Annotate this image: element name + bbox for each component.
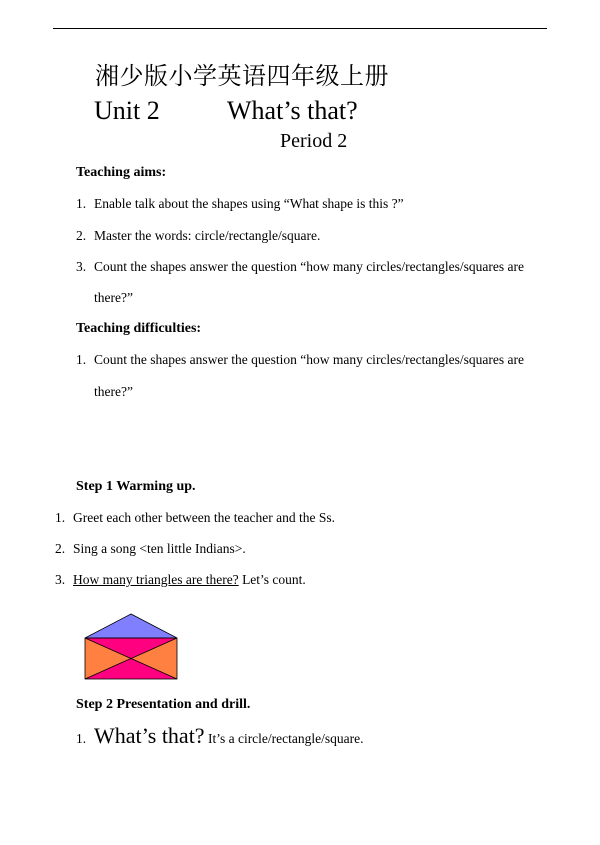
- step1-2-num: 2.: [55, 541, 66, 556]
- aim-1-num: 1.: [76, 196, 87, 211]
- step2-heading: Step 2 Presentation and drill.: [76, 697, 251, 712]
- step1-3-num: 3.: [55, 572, 66, 587]
- step2-item-1: [76, 723, 364, 749]
- difficulty-1-text: Count the shapes answer the question “how many circles/rectangles/squares are: [94, 352, 524, 367]
- aim-item-1: [76, 196, 404, 212]
- step1-item-3: [55, 572, 306, 588]
- step1-2-text: Sing a song <ten little Indians>.: [73, 541, 246, 556]
- step2-1-answer: It’s a circle/rectangle/square.: [204, 731, 364, 746]
- figure-top-triangle: [85, 614, 177, 638]
- aim-2-num: 2.: [76, 228, 87, 243]
- unit-label: Unit 2: [94, 96, 160, 125]
- step2-1-num: 1.: [76, 731, 87, 746]
- difficulty-item-1: [76, 352, 524, 368]
- step1-item-1: [55, 510, 335, 526]
- step1-1-num: 1.: [55, 510, 66, 525]
- header-rule: [53, 28, 547, 29]
- aim-2-text: Master the words: circle/rectangle/square.: [94, 228, 321, 243]
- teaching-difficulties-heading: Teaching difficulties:: [76, 321, 202, 336]
- teaching-aims-heading: Teaching aims:: [76, 165, 167, 180]
- step1-3-rest: Let’s count.: [238, 572, 306, 587]
- step1-3-question: How many triangles are there?: [73, 572, 239, 587]
- triangles-figure: [84, 613, 180, 681]
- chinese-title: 湘少版小学英语四年级上册: [95, 64, 389, 90]
- lesson-title: What’s that?: [227, 96, 358, 125]
- aim-3-continuation: there?”: [94, 290, 133, 305]
- step1-heading: Step 1 Warming up.: [76, 479, 196, 494]
- step1-item-2: [55, 541, 246, 557]
- aim-1-text: Enable talk about the shapes using “What shape is this ?”: [94, 196, 404, 211]
- step2-1-question: What’s that?: [94, 723, 205, 748]
- period-label: Period 2: [280, 130, 348, 152]
- difficulty-1-continuation: there?”: [94, 384, 133, 399]
- step1-1-text: Greet each other between the teacher and the Ss.: [73, 510, 335, 525]
- aim-item-2: [76, 228, 320, 244]
- difficulty-1-num: 1.: [76, 352, 87, 367]
- aim-3-num: 3.: [76, 259, 87, 274]
- aim-item-3: [76, 259, 524, 275]
- aim-3-text: Count the shapes answer the question “how many circles/rectangles/squares are: [94, 259, 524, 274]
